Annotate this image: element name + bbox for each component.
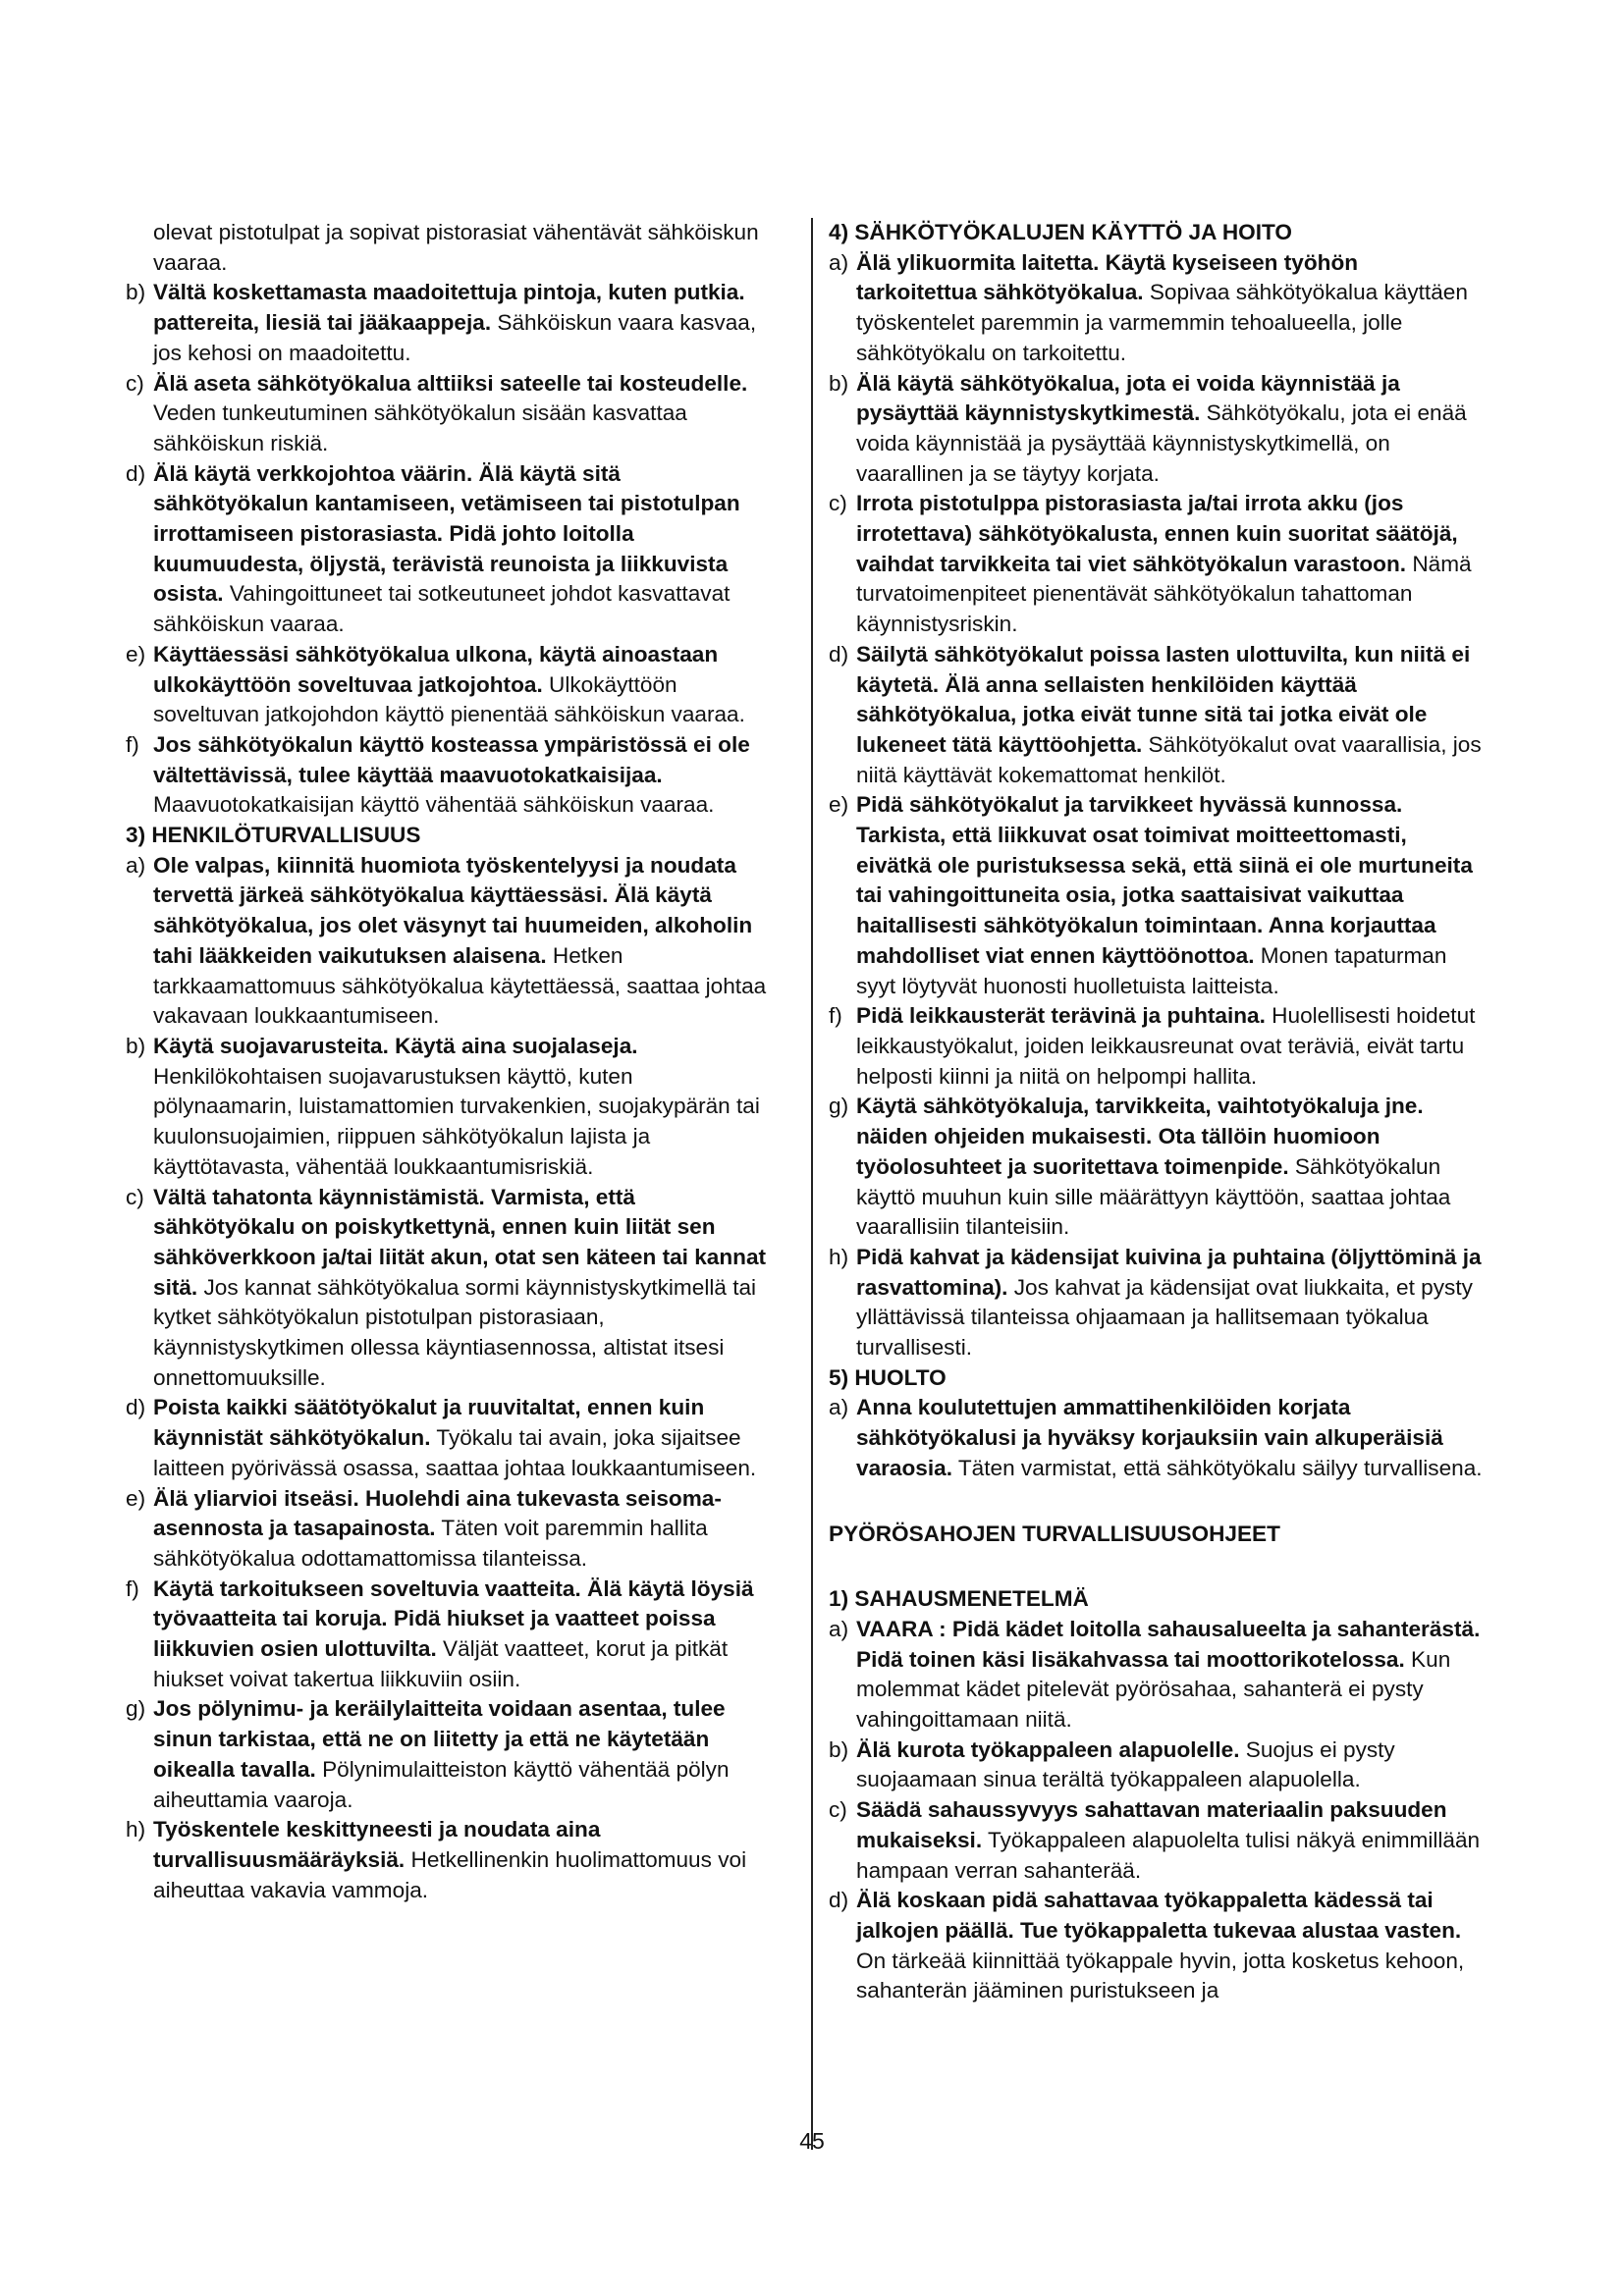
list-item	[829, 1735, 1485, 1795]
list-item	[829, 1795, 1485, 1886]
item-label: b)	[126, 1033, 146, 1058]
list-item	[829, 248, 1485, 369]
column-divider	[811, 218, 813, 2150]
list-item	[829, 790, 1485, 1001]
item-bold-text: Käyttäessäsi sähkötyökalua ulkona, käytä ainoastaan ulkokäyttöön soveltuvaa jatkojohtoa.	[153, 641, 719, 697]
item-label: c)	[829, 1797, 847, 1823]
item-bold-text: Älä käytä verkkojohtoa väärin. Älä käytä sitä sähkötyökalun kantamiseen, vetämiseen tai pistotulpan irrottamiseen pistorasiasta. Pidä johto loitolla kuumuudesta, öljystä, terävistä reunoista ja liikkuvista osista.	[153, 460, 740, 607]
item-label: h)	[126, 1817, 146, 1842]
list-item	[126, 1183, 776, 1394]
item-text: Hetken tarkkaamattomuus sähkötyökalua käytettäessä, saattaa johtaa vakavaan loukkaantumiseen.	[153, 942, 767, 1029]
item-label: a)	[829, 1616, 849, 1641]
list-item	[829, 1393, 1485, 1483]
item-bold-text: Älä käytä sähkötyökalua, jota ei voida käynnistää ja pysäyttää käynnistyskytkimestä.	[856, 370, 1400, 426]
list-item	[126, 1032, 776, 1183]
list-item	[829, 1243, 1485, 1363]
item-text: Kun molemmat kädet pitelevät pyörösahaa, sahanterä ei pysty vahingoittamaan niitä.	[856, 1646, 1451, 1733]
item-bold-text: Säilytä sähkötyökalut poissa lasten ulottuvilta, kun niitä ei käytetä. Älä anna sellaisten henkilöiden käyttää sähkötyökalua, jotka eivät tunne sitä tai jotka eivät ole lukeneet tätä käyttöohjetta.	[856, 641, 1471, 757]
item-bold-text: Käytä sähkötyökaluja, tarvikkeita, vaihtotyökaluja jne. näiden ohjeiden mukaisesti. Ota tällöin huomioon työolosuhteet ja suoritettava toimenpide.	[856, 1094, 1424, 1179]
item-bold-text: Älä aseta sähkötyökalua alttiiksi sateelle tai kosteudelle.	[153, 370, 748, 396]
list-item	[829, 489, 1485, 640]
item-bold-text: Vältä tahatonta käynnistämistä. Varmista, että sähkötyökalu on poiskytkettynä, ennen kuin liität sen sähköverkkoon ja/tai liität akun, otat sen käteen tai kannat sitä.	[153, 1184, 767, 1300]
item-text: Sähkötyökalu, jota ei enää voida käynnistää ja pysäyttää käynnistyskytkimellä, on vaarallinen ja se täytyy korjata.	[856, 400, 1467, 486]
list-item	[126, 1575, 776, 1695]
list-item	[126, 730, 776, 821]
item-label: e)	[126, 1485, 146, 1511]
item-text: Maavuotokatkaisijan käyttö vähentää sähköiskun vaaraa.	[153, 792, 715, 818]
item-label: h)	[829, 1244, 849, 1269]
item-label: b)	[829, 370, 849, 396]
item-bold-text: Työskentele keskittyneesti ja noudata aina turvallisuusmääräyksiä.	[153, 1817, 601, 1872]
item-label: f)	[126, 731, 139, 757]
item-text: Ulkokäyttöön soveltuvan jatkojohdon käyttö pienentää sähköiskun vaaraa.	[153, 671, 745, 727]
item-text: Hetkellinenkin huolimattomuus voi aiheuttaa vakavia vammoja.	[153, 1846, 747, 1902]
item-bold-text: Älä ylikuormita laitetta. Käytä kyseiseen työhön tarkoitettua sähkötyökalua.	[856, 249, 1359, 305]
item-text: Työkappaleen alapuolelta tulisi näkyä enimmillään hampaan verran sahanterää.	[856, 1827, 1481, 1883]
section-heading: 4) SÄHKÖTYÖKALUJEN KÄYTTÖ JA HOITO	[829, 220, 1292, 244]
item-label: a)	[126, 852, 146, 878]
item-bold-text: VAARA : Pidä kädet loitolla sahausalueelta ja sahanterästä. Pidä toinen käsi lisäkahvassa tai moottorikotelossa.	[856, 1616, 1481, 1672]
item-bold-text: Jos pölynimu- ja keräilylaitteita voidaan asentaa, tulee sinun tarkistaa, että ne on liitetty ja että ne käytetään oikealla tavalla.	[153, 1696, 726, 1782]
item-text: Väljät vaatteet, korut ja pitkät hiukset voivat takertua liikkuviin osiin.	[153, 1636, 729, 1691]
item-bold-text: Vältä koskettamasta maadoitettuja pintoja, kuten putkia. pattereita, liesiä tai jääkaappeja.	[153, 280, 745, 336]
item-label: d)	[829, 1888, 849, 1913]
list-item	[126, 1393, 776, 1483]
item-text: Huolellisesti hoidetut leikkaustyökalut, joiden leikkausreunat ovat teräviä, eivät tartu helposti kiinni ja niitä on helpompi hallita.	[856, 1003, 1476, 1089]
list-item	[126, 369, 776, 459]
item-label: g)	[829, 1094, 849, 1119]
list-item	[126, 278, 776, 368]
list-item	[829, 1886, 1485, 2006]
item-text: Sähkötyökalun käyttö muuhun kuin sille määrättyyn käyttöön, saattaa johtaa vaarallisiin tilanteisiin.	[856, 1153, 1451, 1240]
item-text: Vahingoittuneet tai sotkeutuneet johdot kasvattavat sähköiskun vaaraa.	[153, 581, 731, 637]
item-text: On tärkeää kiinnittää työkappale hyvin, jotta kosketus kehoon, sahanterän jääminen puristukseen ja	[856, 1948, 1465, 2003]
item-text: Henkilökohtaisen suojavarustuksen käyttö, kuten pölynaamarin, luistamattomien turvakenkien, suojakypärän tai kuulonsuojaimien, riippuen sähkötyökalun lajista ja käyttötavasta, vähentää loukkaantumisriskiä.	[153, 1063, 760, 1179]
list-item	[126, 851, 776, 1032]
item-text: Sähkötyökalut ovat vaarallisia, jos niitä käyttävät kokemattomat henkilöt.	[856, 731, 1482, 787]
document-title: PYÖRÖSAHOJEN TURVALLISUUSOHJEET	[829, 1521, 1280, 1546]
item-text: Sopivaa sähkötyökalua käyttäen työskentelet paremmin ja varmemmin tehoalueella, jolle sähkötyökalu on tarkoitettu.	[856, 280, 1468, 365]
item-label: b)	[126, 280, 146, 305]
item-text: Suojus ei pysty suojaamaan sinua terältä työkappaleen alapuolella.	[856, 1736, 1395, 1792]
item-label: d)	[126, 1395, 146, 1420]
list-item	[126, 459, 776, 640]
item-text: Pölynimulaitteiston käyttö vähentää pölyn aiheuttamia vaaroja.	[153, 1756, 730, 1812]
list-item	[829, 1615, 1485, 1735]
item-label: c)	[829, 491, 847, 516]
list-item	[126, 1694, 776, 1815]
spacer	[829, 1484, 1485, 1520]
item-bold-text: Pidä leikkausterät terävinä ja puhtaina.	[856, 1003, 1266, 1029]
item-text: Sähköiskun vaara kasvaa, jos kehosi on maadoitettu.	[153, 310, 757, 365]
list-item	[126, 1815, 776, 1905]
item-bold-text: Älä koskaan pidä sahattavaa työkappaletta kädessä tai jalkojen päällä. Tue työkappaletta tukevaa alustaa vasten.	[856, 1888, 1462, 1943]
item-label: a)	[829, 1395, 849, 1420]
item-bold-text: Pidä kahvat ja kädensijat kuivina ja puhtaina (öljyttöminä ja rasvattomina).	[856, 1244, 1482, 1300]
item-bold-text: Käytä suojavarusteita. Käytä aina suojalaseja.	[153, 1033, 638, 1058]
item-bold-text: Anna koulutettujen ammattihenkilöiden korjata sähkötyökalusi ja hyväksy korjauksiin vain alkuperäisiä varaosia.	[856, 1395, 1443, 1480]
item-label: e)	[829, 792, 849, 818]
right-column	[829, 218, 1485, 2006]
item-label: f)	[829, 1003, 842, 1029]
left-column	[126, 218, 776, 1905]
item-label: c)	[126, 370, 144, 396]
item-bold-text: Älä kurota työkappaleen alapuolelle.	[856, 1736, 1240, 1762]
item-text: Veden tunkeutuminen sähkötyökalun sisään kasvattaa sähköiskun riskiä.	[153, 400, 687, 455]
item-label: c)	[126, 1184, 144, 1209]
page-number: 45	[799, 2128, 825, 2154]
section-heading: 5) HUOLTO	[829, 1364, 947, 1390]
item-text: Jos kahvat ja kädensijat ovat liukkaita, et pysty yllättävissä tilanteissa ohjaamaan ja hallitsemaan työkalua turvallisesti.	[856, 1274, 1473, 1361]
list-item	[829, 1092, 1485, 1243]
item-bold-text: Älä yliarvioi itseäsi. Huolehdi aina tukevasta seisoma-asennosta ja tasapainosta.	[153, 1485, 722, 1541]
list-item	[126, 1484, 776, 1575]
item-label: g)	[126, 1696, 146, 1722]
list-item	[829, 369, 1485, 490]
spacer	[829, 1549, 1485, 1584]
item-bold-text: Jos sähkötyökalun käyttö kosteassa ympäristössä ei ole vältettävissä, tulee käyttää maavuotokatkaisijaa.	[153, 731, 750, 787]
item-label: d)	[126, 460, 146, 486]
item-bold-text: Säädä sahaussyvyys sahattavan materiaalin paksuuden mukaiseksi.	[856, 1797, 1447, 1852]
item-text: Nämä turvatoimenpiteet pienentävät sähkötyökalun tahattoman käynnistysriskin.	[856, 551, 1472, 637]
item-text: Täten voit paremmin hallita sähkötyökalua odottamattomissa tilanteissa.	[153, 1516, 708, 1571]
item-bold-text: Pidä sähkötyökalut ja tarvikkeet hyvässä kunnossa. Tarkista, että liikkuvat osat toimivat moitteettomasti, eivätkä ole puristuksessa sekä, että siinä ei ole murtuneita tai vahingoittuneita osia, jotka saattaisivat vaikuttaa haitallisesti sähkötyökalun toimintaan. Anna korjauttaa mahdolliset viat ennen käyttöönottoa.	[856, 792, 1473, 968]
item-text: Jos kannat sähkötyökalua sormi käynnistyskytkimellä tai kytket sähkötyökalun pistotulpan pistorasiaan, käynnistyskytkimen ollessa käyntiasennossa, altistat itsesi onnettomuuksille.	[153, 1274, 757, 1390]
item-text: Täten varmistat, että sähkötyökalu säilyy turvallisena.	[951, 1455, 1483, 1480]
list-item	[126, 640, 776, 730]
item-label: f)	[126, 1575, 139, 1601]
item-text: Työkalu tai avain, joka sijaitsee laitteen pyörivässä osassa, saattaa johtaa loukkaantumiseen.	[153, 1425, 757, 1480]
list-item	[829, 640, 1485, 791]
item-label: a)	[829, 249, 849, 275]
list-item	[829, 1001, 1485, 1092]
item-bold-text: Irrota pistotulppa pistorasiasta ja/tai irrota akku (jos irrotettava) sähkötyökalusta, ennen kuin suoritat säätöjä, vaihdat tarvikkeita tai viet sähkötyökalun varastoon.	[856, 491, 1458, 576]
section-heading: 1) SAHAUSMENETELMÄ	[829, 1586, 1089, 1612]
item-bold-text: Käytä tarkoitukseen soveltuvia vaatteita. Älä käytä löysiä työvaatteita tai koruja. Pidä hiukset ja vaatteet poissa liikkuvien osien ulottuvilta.	[153, 1575, 754, 1662]
item-label: d)	[829, 641, 849, 667]
item-bold-text: Poista kaikki säätötyökalut ja ruuvitaltat, ennen kuin käynnistät sähkötyökalun.	[153, 1395, 705, 1451]
intro-continuation: olevat pistotulpat ja sopivat pistorasiat vähentävät sähköiskun vaaraa.	[153, 220, 759, 275]
item-bold-text: Ole valpas, kiinnitä huomiota työskentelyysi ja noudata tervettä järkeä sähkötyökalua käyttäessäsi. Älä käytä sähkötyökalua, jos olet väsynyt tai huumeiden, alkoholin tahi lääkkeiden vaikutuksen alaisena.	[153, 852, 753, 968]
section-heading: 3) HENKILÖTURVALLISUUS	[126, 823, 421, 848]
item-label: e)	[126, 641, 146, 667]
item-label: b)	[829, 1736, 849, 1762]
item-text: Monen tapaturman syyt löytyvät huonosti huolletuista laitteista.	[856, 942, 1447, 998]
